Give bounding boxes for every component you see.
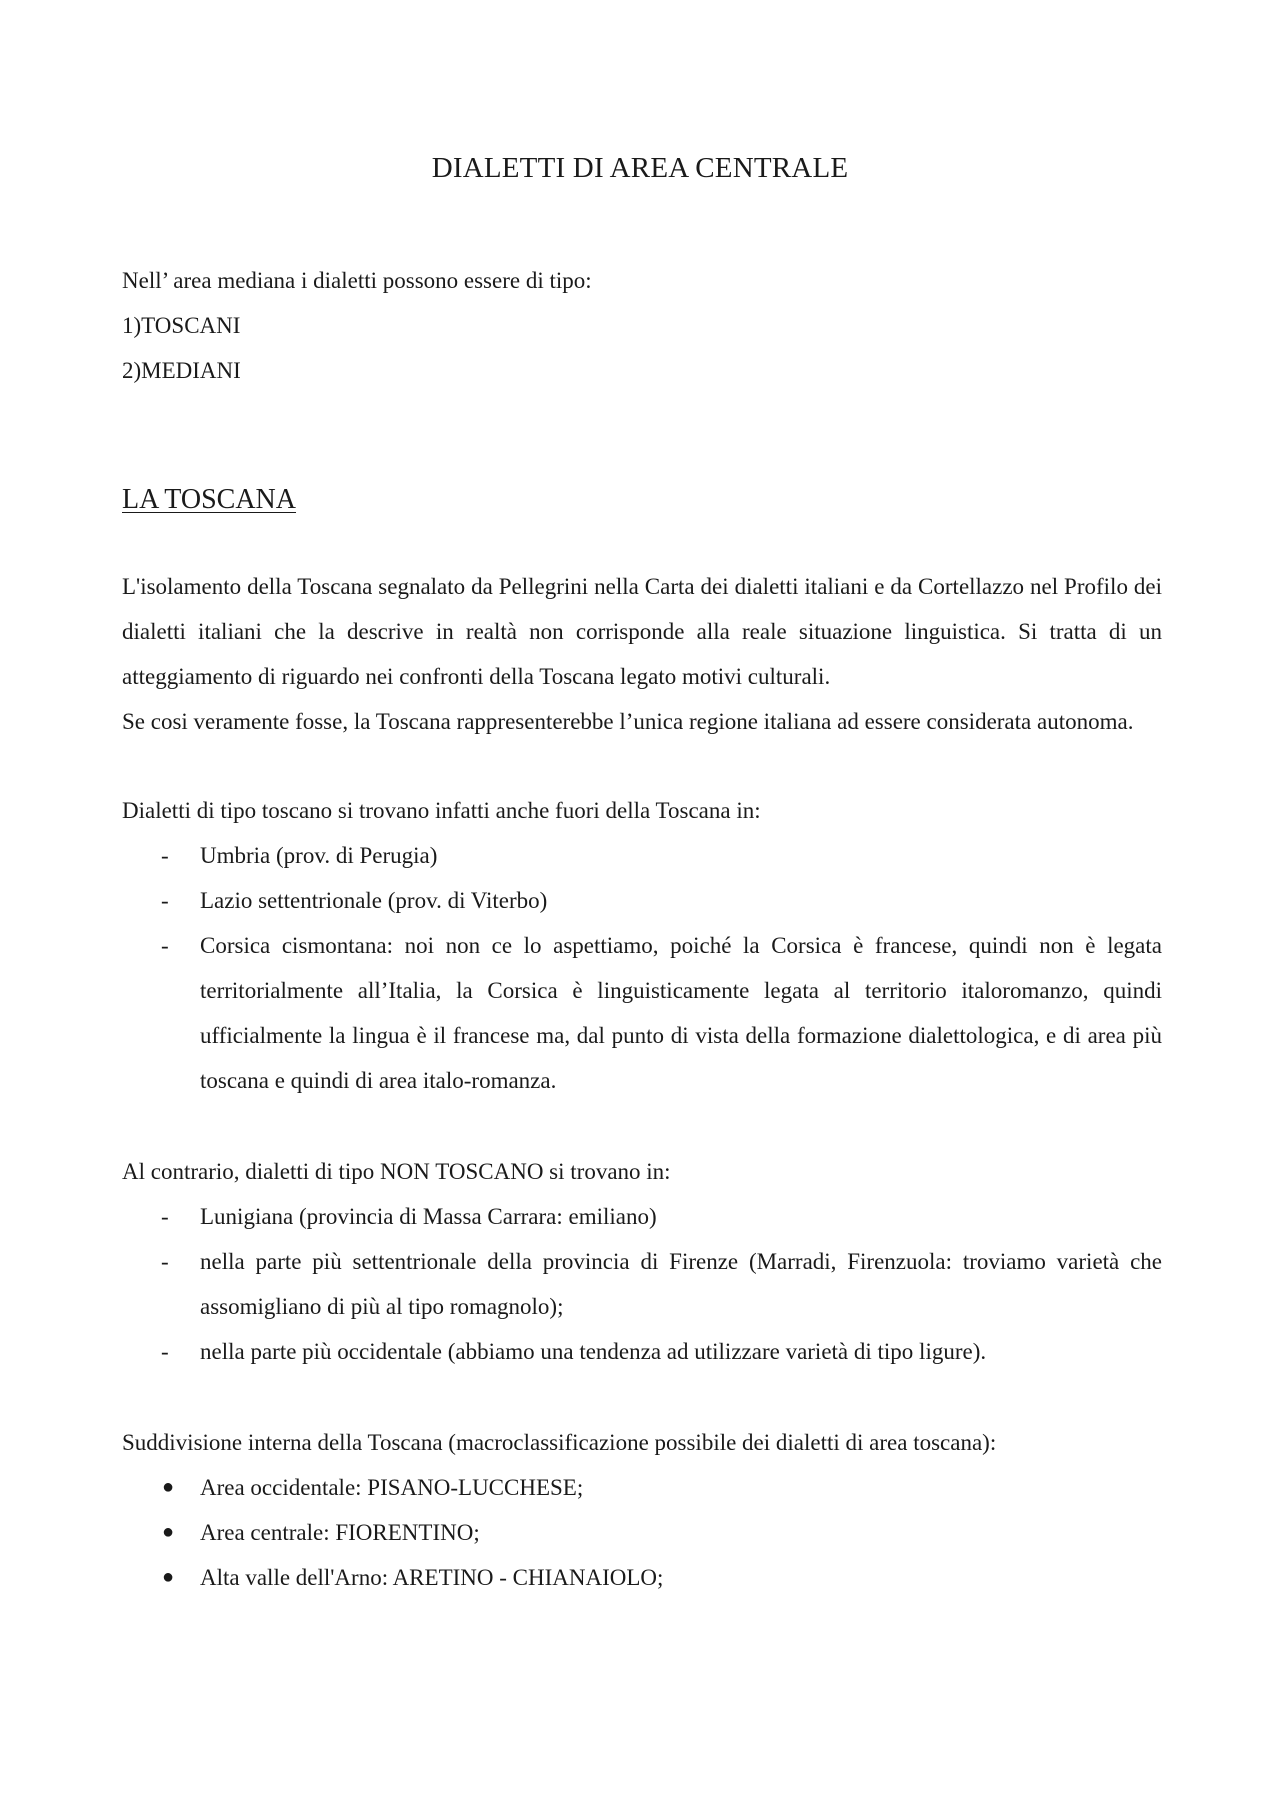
list-item-text: nella parte più occidentale (abbiamo una tendenza ad utilizzare varietà di tipo ligure).	[200, 1339, 987, 1364]
subdivision-intro: Suddivisione interna della Toscana (macroclassificazione possibile dei dialetti di area toscana):	[122, 1430, 997, 1455]
toscano-outside-list	[122, 833, 1162, 1103]
dash-marker: -	[161, 1339, 169, 1364]
non-toscano-list	[122, 1194, 1162, 1374]
bullet-marker: ●	[162, 1566, 175, 1588]
dash-marker: -	[161, 843, 169, 868]
page-title: DIALETTI DI AREA CENTRALE	[431, 152, 849, 184]
list-item	[122, 878, 1162, 923]
list-item-text: Umbria (prov. di Perugia)	[200, 843, 438, 868]
dash-marker: -	[161, 888, 169, 913]
list-item	[122, 1555, 1162, 1600]
list-item	[122, 833, 1162, 878]
list-item-text: Area centrale: FIORENTINO;	[200, 1520, 480, 1545]
list-item	[122, 1239, 1162, 1329]
list-item	[122, 923, 1162, 1103]
non-toscano-intro: Al contrario, dialetti di tipo NON TOSCANO si trovano in:	[122, 1159, 671, 1184]
list-item-text: Lazio settentrionale (prov. di Viterbo)	[200, 888, 548, 913]
toscano-outside-intro: Dialetti di tipo toscano si trovano infatti anche fuori della Toscana in:	[122, 798, 761, 823]
intro-line: Nell’ area mediana i dialetti possono essere di tipo:	[122, 268, 592, 293]
list-item	[122, 1465, 1162, 1510]
bullet-marker: ●	[162, 1521, 175, 1543]
sentence-riguardo: Si tratta di un atteggiamento di riguardo nei confronti della Toscana legato motivi culturali.	[122, 619, 1163, 689]
list-item-text: nella parte più settentrionale della provincia di Firenze (Marradi, Firenzuola: troviamo varietà che assomigliano di più al tipo romagnolo);	[200, 1249, 1162, 1319]
list-item-text: Area occidentale: PISANO-LUCCHESE;	[200, 1475, 584, 1500]
paragraph-isolamento	[122, 564, 1162, 699]
list-item-text: Alta valle dell'Arno: ARETINO - CHIANAIOLO;	[200, 1565, 664, 1590]
sentence-isolamento: L'isolamento della Toscana segnalato da Pellegrini nella Carta dei dialetti italiani e da Cortellazzo nel Profilo dei dialetti italiani che la descrive in realtà non corrisponde alla reale situazione linguistica.	[122, 574, 1162, 644]
section-heading-toscana: LA TOSCANA	[122, 484, 297, 515]
dash-marker: -	[161, 933, 169, 958]
dash-marker: -	[161, 1249, 169, 1274]
list-item	[122, 1510, 1162, 1555]
type-item-mediani: 2)MEDIANI	[122, 358, 241, 383]
list-item-text: Corsica cismontana: noi non ce lo aspettiamo, poiché la Corsica è francese, quindi non è legata territorialmente all’Italia, la Corsica è linguisticamente legata al territorio italoromanzo, quindi ufficialmente la lingua è il francese ma, dal punto di vista della formazione dialettologica, e di area più toscana e quindi di area italo-romanza.	[200, 933, 1162, 1093]
list-item-text: Lunigiana (provincia di Massa Carrara: emiliano)	[200, 1204, 657, 1229]
bullet-marker: ●	[162, 1476, 175, 1498]
list-item	[122, 1329, 1162, 1374]
paragraph-autonoma: Se cosi veramente fosse, la Toscana rappresenterebbe l’unica regione italiana ad essere considerata autonoma.	[122, 709, 1134, 734]
document-body	[122, 258, 1162, 1600]
type-item-toscani: 1)TOSCANI	[122, 313, 241, 338]
dash-marker: -	[161, 1204, 169, 1229]
list-item	[122, 1194, 1162, 1239]
subdivision-list	[122, 1465, 1162, 1600]
